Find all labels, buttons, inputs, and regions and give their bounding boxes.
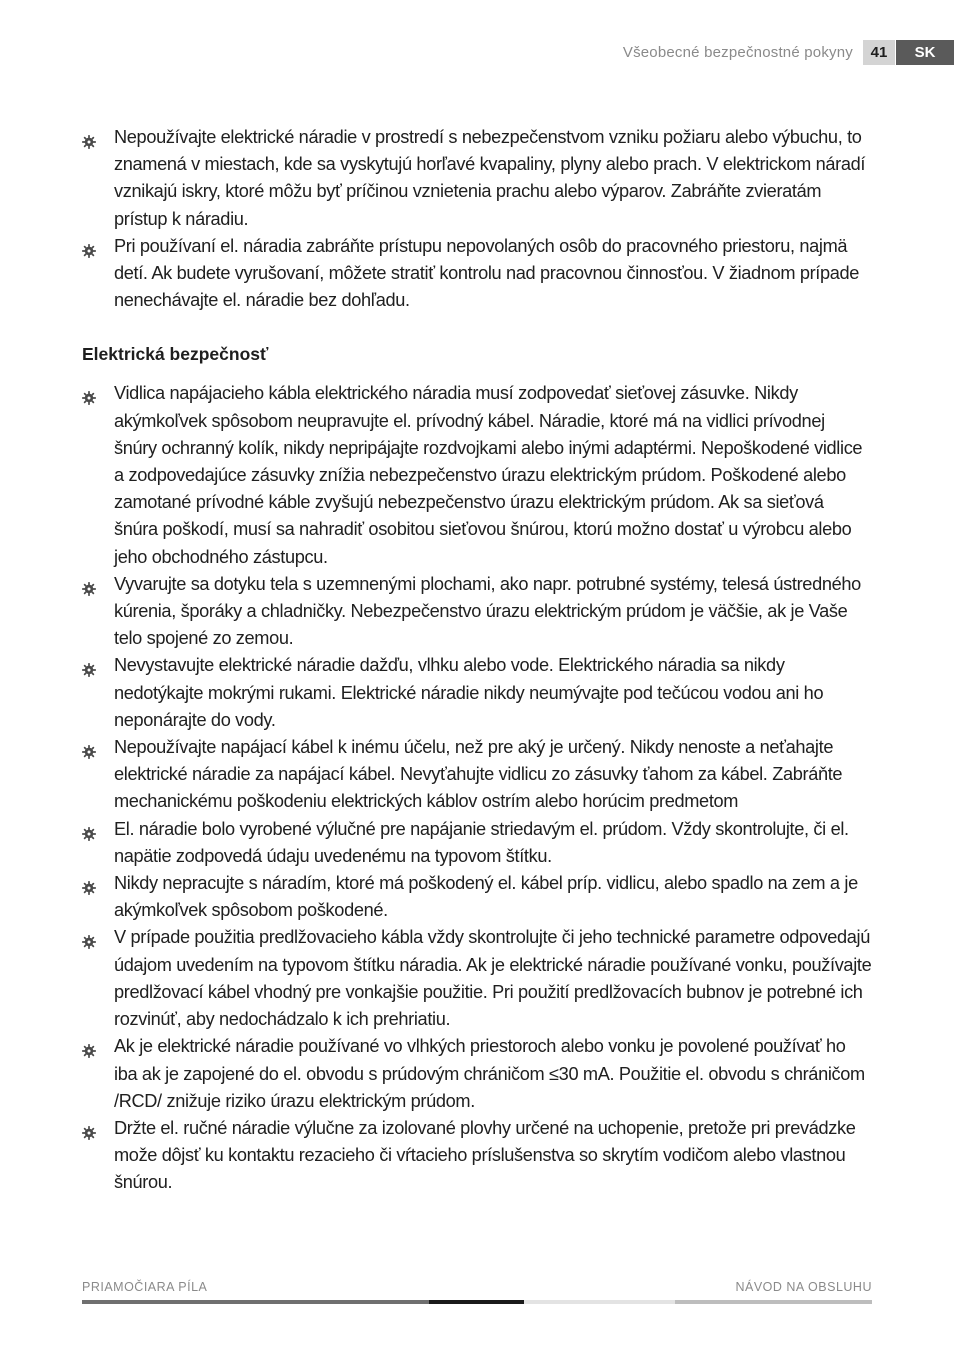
section-heading: Elektrická bezpečnosť — [82, 344, 269, 365]
gear-bullet-icon — [82, 239, 96, 253]
footer-bar-segment-mid — [82, 1300, 429, 1304]
language-badge: SK — [896, 40, 954, 65]
gear-bullet-icon — [82, 1121, 96, 1135]
list-item-text: Držte el. ručné náradie výlučne za izolované plovhy určené na uchopenie, pretože pri prevádzke može dôjsť ku kontaktu rezacieho či vŕtacieho príslušenstva so skrytím vodičom alebo vlastnou šnúrou. — [114, 1117, 856, 1193]
list-item — [82, 380, 872, 570]
page-number: 41 — [863, 40, 895, 65]
list-item-text: Nepoužívajte napájací kábel k inému účelu, než pre aký je určený. Nikdy nenoste a neťahajte elektrické náradie za napájací kábel. Nevyťahujte vidlicu zo zásuvky ťahom za kábel. Zabráňte mechanickému poškodeniu elektrických káblov ostrím alebo horúcim predmetom — [114, 737, 843, 812]
list-item — [82, 1115, 872, 1197]
gear-bullet-icon — [82, 740, 96, 754]
list-item-text: Nikdy nepracujte s náradím, ktoré má poškodený el. kábel príp. vidlicu, alebo spadlo na zem a je akýmkoľvek spôsobom poškodené. — [114, 873, 858, 921]
bullet-list-electrical — [82, 380, 872, 1196]
list-item — [82, 924, 872, 1033]
list-item — [82, 124, 872, 233]
list-item — [82, 233, 872, 315]
list-item — [82, 870, 872, 924]
list-item-text: El. náradie bolo vyrobené výlučné pre napájanie striedavým el. prúdom. Vždy skontrolujte, či el. napätie zodpovedá údaju uvedenému na typovom štítku. — [114, 818, 849, 866]
footer-product-name: PRIAMOČIARA PÍLA — [82, 1280, 208, 1294]
footer-manual-label: NÁVOD NA OBSLUHU — [735, 1280, 872, 1294]
list-item — [82, 571, 872, 653]
gear-bullet-icon — [82, 930, 96, 944]
list-item-text: Nevystavujte elektrické náradie dažďu, vlhku alebo vode. Elektrického náradia sa nikdy nedotýkajte mokrými rukami. Elektrické náradie nikdy neumývajte pod tečúcou vodou ani ho neponárajte do vody. — [114, 655, 824, 730]
list-item — [82, 1033, 872, 1115]
gear-bullet-icon — [82, 658, 96, 672]
list-item — [82, 652, 872, 734]
list-item-text: Pri používaní el. náradia zabráňte prístupu nepovolaných osôb do pracovného priestoru, najmä detí. Ak budete vyrušovaní, môžete stratiť kontrolu nad pracovnou činnosťou. V žiadnom prípade nenechávajte el. náradie bez dohľadu. — [114, 235, 860, 311]
gear-bullet-icon — [82, 876, 96, 890]
list-item-text: V prípade použitia predlžovacieho kábla vždy skontrolujte či jeho technické parametre odpovedajú údajom uvedením na typovom štítku náradia. Ak je elektrické náradie používané vonku, používajte predlžovací kábel vhodný pre vonkajšie použitie. Pri použití predlžovacích bubnov je potrebné ich rozvinúť, aby nedochádzalo k ich prehriatiu. — [114, 927, 872, 1030]
gear-bullet-icon — [82, 1039, 96, 1053]
footer-bar-segment-light — [524, 1300, 675, 1304]
gear-bullet-icon — [82, 386, 96, 400]
bullet-list-general — [82, 124, 872, 314]
main-content — [82, 124, 872, 1197]
page-header — [623, 40, 954, 65]
gear-bullet-icon — [82, 822, 96, 836]
list-item-text: Vidlica napájacieho kábla elektrického náradia musí zodpovedať sieťovej zásuvke. Nikdy akýmkoľvek spôsobom neupravujte el. prívodný kábel. Náradie, ktoré má na vidlici prívodnej šnúry ochranný kolík, nikdy nepripájajte rozdvojkami alebo inými adaptérmi. Nepoškodené vidlice a zodpovedajúce zásuvky znížia nebezpečenstvo úrazu elektrickým prúdom. Poškodené alebo zamotané prívodné káble zvyšujú nebezpečenstvo úrazu elektrickým prúdom. Ak sa sieťová šnúra poškodí, musí sa nahradiť osobitou sieťovou šnúrou, ktorú možno dostať u výrobcu alebo jeho obchodného zástupcu. — [114, 383, 863, 567]
list-item — [82, 734, 872, 816]
list-item-text: Vyvarujte sa dotyku tela s uzemnenými plochami, ako napr. potrubné systémy, telesá ústredného kúrenia, šporáky a chladničky. Nebezpečenstvo úrazu elektrickým prúdom je väčšie, ak je Vaše telo spojené zo zemou. — [114, 573, 861, 649]
list-item — [82, 816, 872, 870]
list-item-text: Nepoužívajte elektrické náradie v prostredí s nebezpečenstvom vzniku požiaru alebo výbuchu, to znamená v miestach, kde sa vyskytujú horľavé kvapaliny, plyny alebo prach. V elektrickom náradí vznikajú iskry, ktoré môžu byť príčinou vznietenia prachu alebo výparov. Zabráňte zvieratám prístup k náradiu. — [114, 127, 866, 229]
gear-bullet-icon — [82, 130, 96, 144]
footer-bar — [82, 1300, 872, 1304]
header-title: Všeobecné bezpečnostné pokyny — [622, 44, 853, 61]
list-item-text: Ak je elektrické náradie používané vo vlhkých priestoroch alebo vonku je povolené používať ho iba ak je zapojené do el. obvodu s prúdovým chráničom ≤30 mA. Použitie el. obvodu s chráničom /RCD/ znižuje riziko úrazu elektrickým prúdom. — [114, 1036, 865, 1111]
gear-bullet-icon — [82, 577, 96, 591]
footer-bar-segment-end — [675, 1300, 872, 1304]
footer-bar-segment-dark — [429, 1300, 524, 1304]
page-footer — [82, 1280, 872, 1304]
